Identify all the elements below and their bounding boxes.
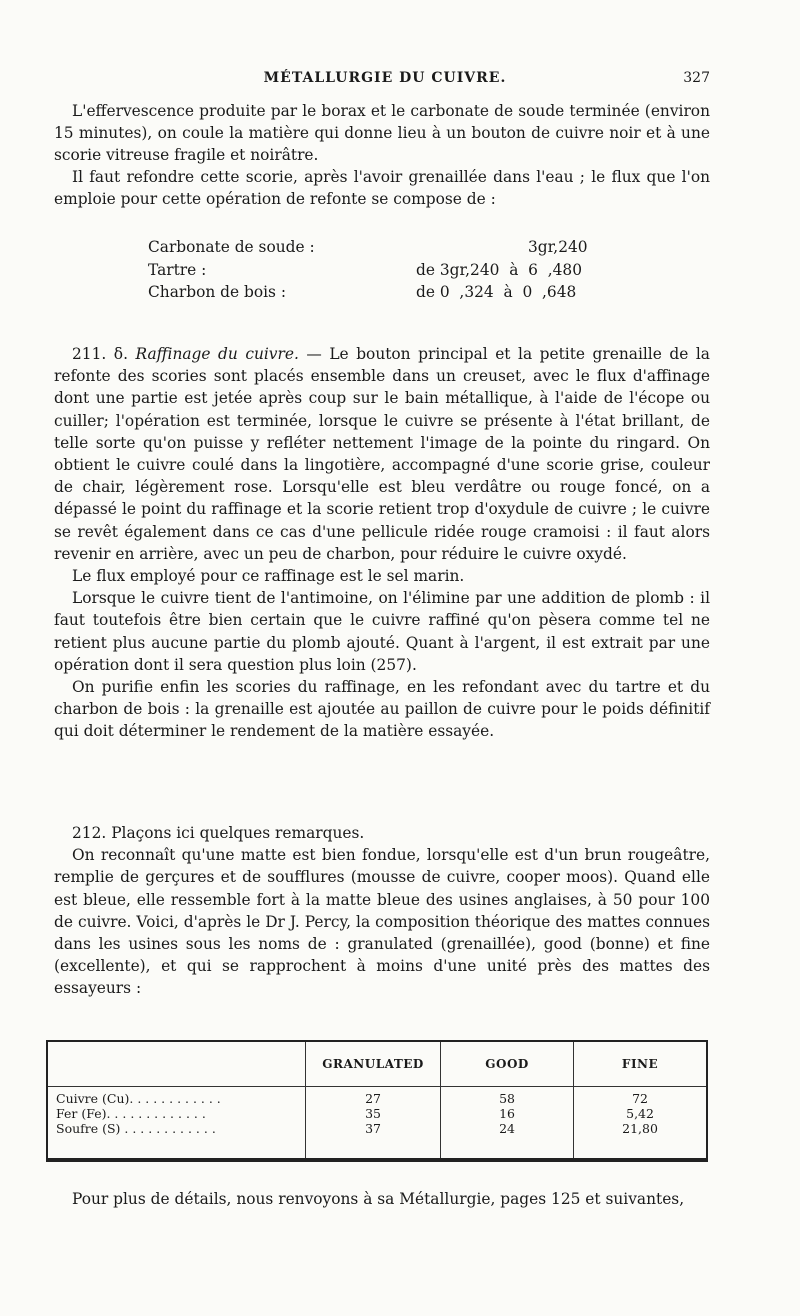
value-cell: 35 <box>365 1106 381 1121</box>
element-labels <box>48 1087 306 1159</box>
matte-composition-table <box>46 1040 708 1162</box>
recipe-row <box>148 281 618 304</box>
page-number: 327 <box>683 70 710 86</box>
fine-values <box>574 1087 706 1159</box>
label-copper: Cuivre (Cu). . . . . . . . . . . . <box>56 1091 221 1106</box>
section-211-paragraph <box>54 343 710 565</box>
value-cell: 37 <box>365 1121 381 1136</box>
recipe-row <box>148 259 618 282</box>
running-title: MÉTALLURGIE DU CUIVRE. <box>263 70 507 86</box>
value-cell: 72 <box>632 1091 648 1106</box>
page-header <box>60 70 710 94</box>
section-body: — Le bouton principal et la petite grenaille de la refonte des scories sont placés ensemble dans un creuset, avec le flux d'affinage dont une partie est jetée après coup sur le bain métallique, à l'aide de l'écope ou cuiller; l'opération est terminée, lorsque le cuivre se présente à l'état brillant, de telle sorte qu'on puisse y refléter nettement l'image de la pointe du ringard. On obtient le cuivre coulé dans la lingotière, accompagné d'une scorie grise, couleur de chair, légèrement rose. Lorsqu'elle est bleu verdâtre ou rouge foncé, on a dépassé le point du raffinage et la scorie retient trop d'oxydule de cuivre ; le cuivre se revêt également dans ce cas d'une pellicule ridée rouge cramoisi : il faut alors revenir en arrière, avec un peu de charbon, pour réduire le cuivre oxydé. <box>54 345 710 563</box>
value-cell: 24 <box>499 1121 516 1136</box>
recipe-quantity: de 0 ,324 à 0 ,648 <box>416 283 577 302</box>
recipe-quantity: 3gr,240 <box>528 238 588 256</box>
table-header-row <box>48 1042 706 1087</box>
recipe-ingredient: Charbon de bois : <box>148 283 287 302</box>
section-title: Raffinage du cuivre. <box>135 345 299 363</box>
flux-recipe <box>148 236 618 304</box>
paragraph-effervescence <box>54 100 710 167</box>
section-number: 211. δ. <box>72 345 128 363</box>
paragraph-text: L'effervescence produite par le borax et le carbonate de soude terminée (environ 15 minutes), on coule la matière qui donne lieu à un bouton de cuivre noir et à une scorie vitreuse fragile et noirâtre. <box>54 102 710 165</box>
value-cell: 27 <box>365 1091 381 1106</box>
section-211 <box>54 343 710 743</box>
value-cell: 16 <box>499 1106 516 1121</box>
composition-table <box>48 1042 706 1158</box>
paragraph-text: Il faut refondre cette scorie, après l'avoir grenaillée dans l'eau ; le flux que l'on emploie pour cette opération de refonte se compose de : <box>54 168 710 209</box>
header-good: GOOD <box>441 1042 574 1087</box>
paragraph-text: On purifie enfin les scories du raffinage, en les refondant avec du tartre et du charbon de bois : la grenaille est ajoutée au paillon de cuivre pour le poids définitif qui doit déterminer le rendement de la matière essayée. <box>54 678 710 741</box>
paragraph-refonte <box>54 166 710 210</box>
recipe-row <box>148 236 618 259</box>
section-body: Plaçons ici quelques remarques. <box>111 824 365 842</box>
granulated-values <box>306 1087 441 1159</box>
header-blank <box>48 1042 306 1087</box>
paragraph-text: Le flux employé pour ce raffinage est le sel marin. <box>72 567 465 586</box>
recipe-ingredient: Tartre : <box>148 260 207 279</box>
section-212-paragraph <box>54 822 710 844</box>
paragraph-text: On reconnaît qu'une matte est bien fondue, lorsqu'elle est d'un brun rougeâtre, remplie de gerçures et de soufflures (mousse de cuivre, cooper moos). Quand elle est bleue, elle ressemble fort à la matte bleue des usines anglaises, à 50 pour 100 de cuivre. Voici, d'après le Dr J. Percy, la composition théorique des mattes connues dans les usines sous les noms de : granulated (grenaillée), good (bonne) et fine (excellente), et qui se rapprochent à moins d'une unité près des mattes des essayeurs : <box>54 846 710 998</box>
label-iron: Fer (Fe). . . . . . . . . . . . . <box>56 1106 206 1121</box>
header-fine: FINE <box>574 1042 706 1087</box>
section-212 <box>54 822 710 1000</box>
recipe-quantity: de 3gr,240 à 6 ,480 <box>416 260 583 279</box>
section-number: 212. <box>72 824 107 842</box>
table-row <box>48 1087 706 1159</box>
header-granulated: GRANULATED <box>306 1042 441 1087</box>
value-cell: 21,80 <box>622 1121 658 1136</box>
value-cell: 5,42 <box>626 1106 654 1121</box>
value-cell: 58 <box>499 1091 516 1106</box>
recipe-ingredient: Carbonate de soude : <box>148 238 315 256</box>
label-sulfur: Soufre (S) . . . . . . . . . . . . <box>56 1121 216 1136</box>
good-values <box>441 1087 574 1159</box>
closing-line: Pour plus de détails, nous renvoyons à sa Métallurgie, pages 125 et suivantes, <box>72 1190 685 1208</box>
paragraph-text: Lorsque le cuivre tient de l'antimoine, on l'élimine par une addition de plomb : il faut toutefois être bien certain que le cuivre raffiné qu'on pèsera comme tel ne retient plus aucune partie du plomb ajouté. Quant à l'argent, il est extrait par une opération dont il sera question plus loin (257). <box>54 589 710 674</box>
